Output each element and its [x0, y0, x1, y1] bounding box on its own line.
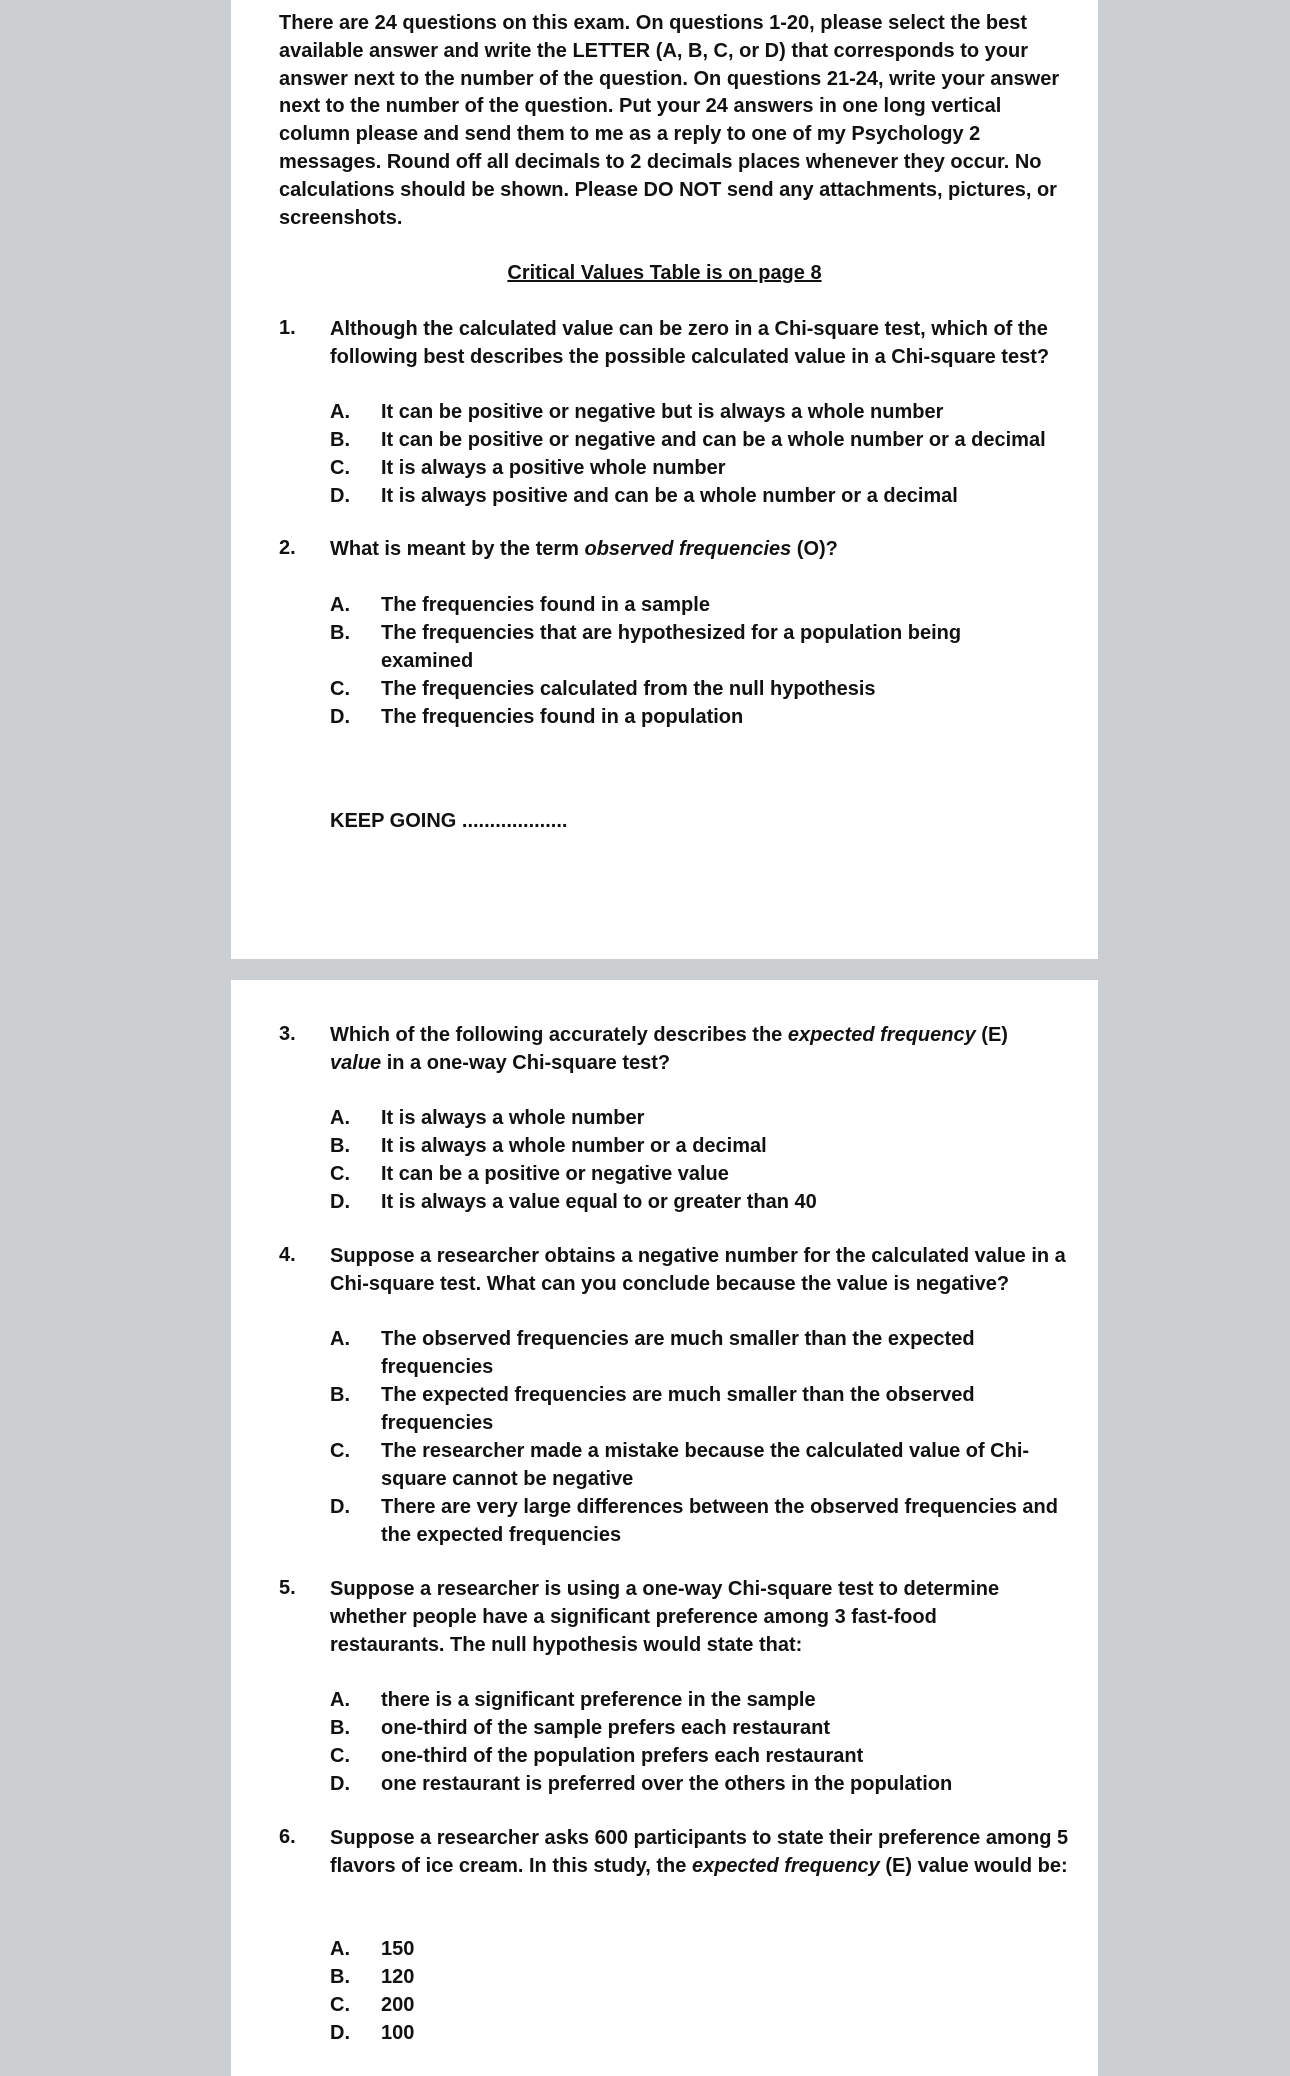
option-text: The researcher made a mistake because the calculated value of Chi-square cannot be negative [381, 1440, 1030, 1490]
document-page-1 [231, 0, 1098, 959]
option-letter: C. [330, 1745, 350, 1767]
question-number: 6. [279, 1826, 296, 1848]
question-text: Suppose a researcher asks 600 participants to state their preference among 5 flavors of ice cream. In this study, the expected frequency (E) value would be: [330, 1827, 1069, 1877]
option-text: one-third of the population prefers each restaurant [381, 1745, 864, 1767]
question-number: 1. [279, 317, 296, 339]
option-letter: B. [330, 1717, 350, 1739]
option-text: It can be positive or negative and can be a whole number or a decimal [381, 429, 1046, 451]
option-letter: B. [330, 1384, 350, 1406]
option-text: 100 [381, 2022, 415, 2044]
option-text: It is always a whole number [381, 1107, 645, 1129]
option-letter: B. [330, 1966, 350, 1988]
option-letter: B. [330, 429, 350, 451]
question-text: What is meant by the term observed frequencies (O)? [330, 538, 838, 560]
option-text: The observed frequencies are much smaller than the expected frequencies [381, 1328, 975, 1378]
question-text: Which of the following accurately describes the expected frequency (E) value in a one-way Chi-square test? [330, 1024, 1008, 1074]
option-text: The expected frequencies are much smaller than the observed frequencies [381, 1384, 975, 1434]
option-letter: A. [330, 1328, 350, 1350]
option-text: one-third of the sample prefers each restaurant [381, 1717, 831, 1739]
option-text: The frequencies that are hypothesized for a population being examined [381, 622, 962, 672]
option-text: It can be positive or negative but is always a whole number [381, 401, 944, 423]
option-letter: D. [330, 485, 350, 507]
option-text: It is always a whole number or a decimal [381, 1135, 767, 1157]
option-text: It is always positive and can be a whole number or a decimal [381, 485, 958, 507]
question-number: 5. [279, 1577, 296, 1599]
question-text: Suppose a researcher is using a one-way Chi-square test to determine whether people have a significant preference among 3 fast-food restaurants. The null hypothesis would state that: [330, 1578, 1000, 1656]
option-text: 200 [381, 1994, 415, 2016]
question-number: 2. [279, 537, 296, 559]
option-letter: D. [330, 1496, 350, 1518]
exam-instructions: There are 24 questions on this exam. On questions 1-20, please select the best available answer and write the LETTER (A, B, C, or D) that corresponds to your answer next to the number of the question. On questions 21-24, write your answer next to the number of the question. Put your 24 answers in one long vertical column please and send them to me as a reply to one of my Psychology 2 messages. Round off all decimals to 2 decimals places whenever they occur. No calculations should be shown. Please DO NOT send any attachments, pictures, or screenshots. [279, 12, 1060, 229]
option-letter: D. [330, 2022, 350, 2044]
option-text: The frequencies calculated from the null hypothesis [381, 678, 876, 700]
option-text: It is always a value equal to or greater than 40 [381, 1191, 817, 1213]
question-number: 3. [279, 1023, 296, 1045]
critical-values-reference: Critical Values Table is on page 8 [507, 262, 822, 284]
option-letter: C. [330, 457, 350, 479]
option-letter: A. [330, 1689, 350, 1711]
option-letter: B. [330, 1135, 350, 1157]
document-page-2 [231, 980, 1098, 2076]
option-letter: C. [330, 678, 350, 700]
option-letter: A. [330, 1938, 350, 1960]
question-number: 4. [279, 1244, 296, 1266]
option-letter: D. [330, 1191, 350, 1213]
option-letter: B. [330, 622, 350, 644]
option-text: 120 [381, 1966, 415, 1988]
option-letter: D. [330, 1773, 350, 1795]
option-text: It can be a positive or negative value [381, 1163, 729, 1185]
option-letter: D. [330, 706, 350, 728]
option-text: There are very large differences between the observed frequencies and the expected frequencies [381, 1496, 1058, 1546]
option-letter: A. [330, 594, 350, 616]
option-text: The frequencies found in a sample [381, 594, 710, 616]
option-letter: C. [330, 1163, 350, 1185]
option-letter: C. [330, 1994, 350, 2016]
option-letter: C. [330, 1440, 350, 1462]
question-text: Although the calculated value can be zero in a Chi-square test, which of the following best describes the possible calculated value in a Chi-square test? [330, 318, 1050, 368]
option-letter: A. [330, 1107, 350, 1129]
option-text: It is always a positive whole number [381, 457, 726, 479]
option-text: 150 [381, 1938, 415, 1960]
option-text: there is a significant preference in the sample [381, 1689, 816, 1711]
option-letter: A. [330, 401, 350, 423]
question-text: Suppose a researcher obtains a negative number for the calculated value in a Chi-square test. What can you conclude because the value is negative? [330, 1245, 1066, 1295]
keep-going-note: KEEP GOING ................... [330, 810, 568, 832]
option-text: one restaurant is preferred over the others in the population [381, 1773, 953, 1795]
option-text: The frequencies found in a population [381, 706, 744, 728]
